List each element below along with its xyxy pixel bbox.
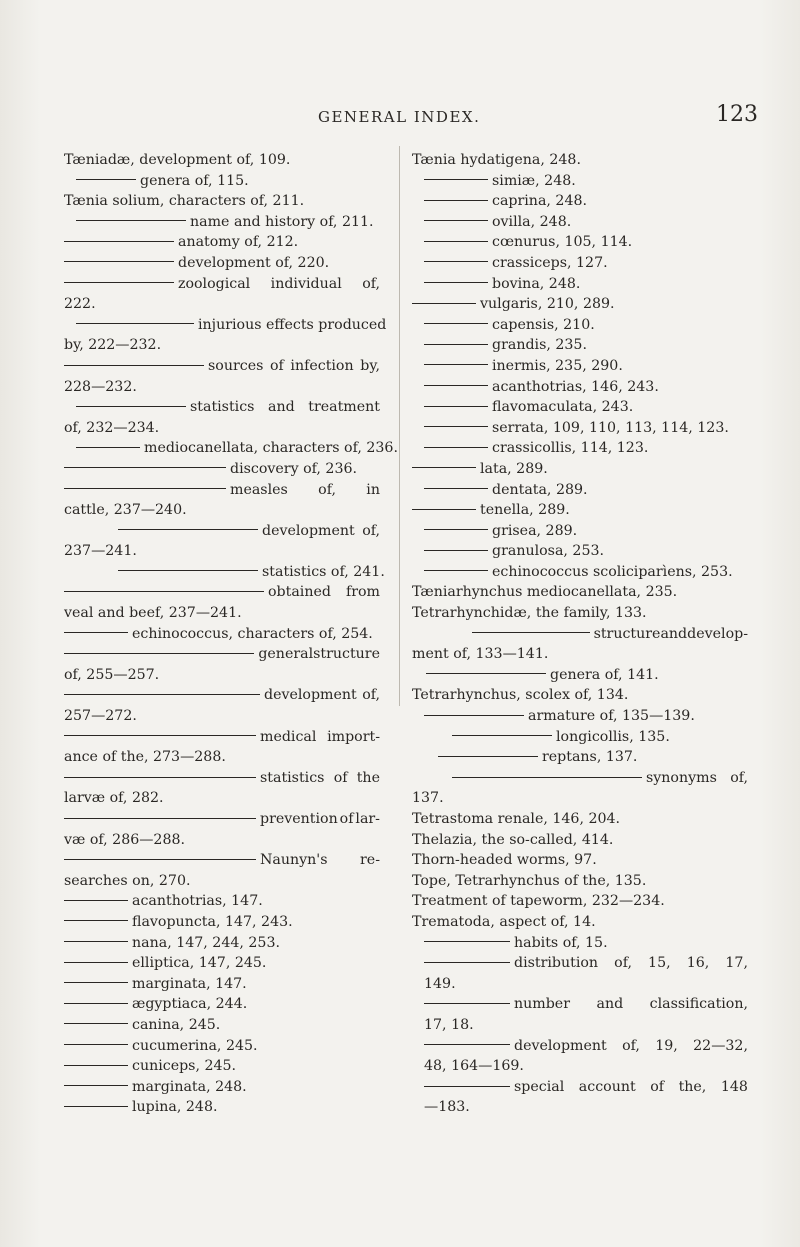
index-entry — [64, 727, 380, 748]
index-entry — [412, 768, 748, 789]
entry-text: sources of infection by, — [208, 357, 380, 374]
ditto-rule — [64, 1003, 128, 1004]
entry-text: longicollis, 135. — [556, 728, 670, 745]
index-entry — [64, 933, 380, 954]
ditto-rule — [452, 735, 552, 736]
ditto-rule — [76, 179, 136, 180]
entry-text: number and classification, — [514, 996, 748, 1013]
ditto-rule — [64, 1023, 128, 1024]
index-entry — [412, 582, 748, 603]
index-entry — [64, 685, 380, 706]
entry-text: of, 255—257. — [64, 666, 160, 683]
ditto-rule — [438, 756, 538, 757]
index-entry — [412, 171, 748, 192]
entry-text: genera of, 141. — [550, 666, 659, 683]
entry-text: Naunyn's re- — [260, 852, 380, 869]
entry-text: simiæ, 248. — [492, 172, 576, 189]
entry-text: veal and beef, 237—241. — [64, 605, 242, 622]
index-entry — [64, 500, 380, 521]
entry-text: serrata, 109, 110, 113, 114, 123. — [492, 419, 729, 436]
index-entry — [64, 438, 398, 459]
index-entry — [412, 933, 748, 954]
index-entry — [412, 994, 748, 1015]
entry-text: Tetrarhynchus, scolex of, 134. — [412, 687, 629, 704]
index-entry — [412, 294, 748, 315]
entry-text: cœnurus, 105, 114. — [492, 234, 633, 251]
index-entry — [64, 1097, 380, 1118]
entry-text: capensis, 210. — [492, 316, 595, 333]
entry-text: Tæniadæ, development of, 109. — [64, 152, 291, 168]
ditto-rule — [424, 1044, 510, 1045]
entry-text: discovery of, 236. — [230, 460, 358, 477]
entry-text: bovina, 248. — [492, 275, 581, 292]
entry-text: special account of the, 148 — [514, 1078, 748, 1095]
index-entry — [64, 788, 380, 809]
index-entry — [412, 891, 748, 912]
index-entry — [412, 871, 748, 892]
index-entry — [412, 850, 748, 871]
ditto-rule — [424, 200, 488, 201]
index-entry — [64, 232, 380, 253]
index-entry — [64, 603, 380, 624]
entry-text: genera of, 115. — [140, 172, 249, 189]
entry-text: name and history of, 211. — [190, 213, 374, 230]
entry-text: injurious effects produced — [198, 316, 387, 333]
ditto-rule — [424, 962, 510, 963]
ditto-rule — [424, 344, 488, 345]
index-entry — [64, 418, 380, 439]
index-entry — [412, 459, 748, 480]
ditto-rule — [424, 570, 488, 571]
entry-text: acanthotrias, 146, 243. — [492, 378, 659, 395]
ditto-rule — [64, 261, 174, 262]
entry-text: development of, — [262, 522, 380, 539]
ditto-rule — [64, 467, 226, 468]
ditto-rule — [64, 1044, 128, 1045]
entry-text: nana, 147, 244, 253. — [132, 934, 280, 951]
entry-text: structure and develop- — [593, 625, 748, 642]
index-entry — [412, 377, 748, 398]
entry-text: væ of, 286—288. — [64, 831, 186, 848]
ditto-rule — [64, 488, 226, 489]
entry-text: lupina, 248. — [132, 1099, 218, 1116]
entry-text: ægyptiaca, 244. — [132, 996, 248, 1013]
ditto-rule — [64, 818, 256, 819]
index-entry — [412, 315, 748, 336]
index-entry — [412, 212, 748, 233]
ditto-rule — [424, 406, 488, 407]
ditto-rule — [64, 900, 128, 901]
entry-text: marginata, 248. — [132, 1078, 247, 1095]
entry-text: 257—272. — [64, 708, 137, 725]
index-entry — [64, 294, 380, 315]
entry-text: obtained from — [268, 584, 380, 601]
entry-text: development of, — [264, 687, 380, 704]
entry-text: statistics of the — [260, 769, 380, 786]
index-entry — [412, 809, 748, 830]
entry-text: ovilla, 248. — [492, 213, 572, 230]
entry-text: crassiceps, 127. — [492, 254, 608, 271]
entry-text: development of, 19, 22—32, — [514, 1037, 748, 1054]
index-entry — [64, 768, 380, 789]
ditto-rule — [424, 179, 488, 180]
entry-text: ance of the, 273—288. — [64, 749, 226, 766]
entry-text: Tetrarhynchidæ, the family, 133. — [412, 605, 647, 622]
index-entry — [64, 212, 380, 233]
page-number: 123 — [716, 102, 758, 127]
ditto-rule — [64, 241, 174, 242]
entry-text: Treatment of tapeworm, 232—234. — [412, 893, 665, 910]
index-entry — [64, 274, 380, 295]
index-entry — [64, 850, 380, 871]
index-entry — [64, 871, 380, 892]
index-entry — [412, 500, 748, 521]
entry-text: crassicollis, 114, 123. — [492, 440, 649, 457]
index-entry — [412, 562, 748, 583]
ditto-rule — [64, 777, 256, 778]
entry-text: prevention of lar- — [260, 811, 380, 827]
entry-text: statistics of, 241. — [262, 563, 385, 580]
entry-text: 149. — [424, 975, 456, 992]
entry-text: granulosa, 253. — [492, 543, 605, 560]
entry-text: cattle, 237—240. — [64, 502, 187, 519]
entry-text: medical import- — [260, 728, 380, 745]
index-entry — [412, 685, 748, 706]
index-entry — [412, 953, 748, 974]
index-entry — [64, 830, 380, 851]
entry-text: lata, 289. — [480, 460, 548, 477]
entry-text: 48, 164—169. — [424, 1058, 524, 1075]
index-entry — [64, 562, 385, 583]
index-entry — [64, 582, 380, 603]
index-entry — [64, 150, 380, 171]
entry-text: echinococcus scoliciparìens, 253. — [492, 563, 733, 580]
index-entry — [412, 438, 748, 459]
index-entry — [412, 480, 748, 501]
entry-text: reptans, 137. — [542, 749, 638, 766]
page-header — [0, 102, 800, 132]
entry-text: cucumerina, 245. — [132, 1037, 258, 1054]
entry-text: flavomaculata, 243. — [492, 399, 634, 416]
index-entry — [412, 232, 748, 253]
index-entry — [412, 974, 748, 995]
entry-text: 237—241. — [64, 543, 137, 560]
index-entry — [64, 191, 380, 212]
entry-text: Trematoda, aspect of, 14. — [412, 913, 596, 930]
ditto-rule — [424, 488, 488, 489]
ditto-rule — [424, 385, 488, 386]
index-entry — [64, 1056, 380, 1077]
index-entry — [64, 644, 380, 665]
index-entry — [64, 253, 380, 274]
entry-text: 137. — [412, 790, 444, 807]
index-entry — [412, 274, 748, 295]
index-entry — [64, 315, 387, 336]
entry-text: zoological individual of, — [178, 275, 380, 292]
index-entry — [64, 747, 380, 768]
ditto-rule — [424, 550, 488, 551]
entry-text: development of, 220. — [178, 254, 330, 271]
ditto-rule — [424, 941, 510, 942]
index-entry — [412, 541, 748, 562]
ditto-rule — [64, 859, 256, 860]
index-entry — [412, 253, 748, 274]
ditto-rule — [76, 447, 140, 448]
ditto-rule — [424, 364, 488, 365]
column-divider — [399, 146, 400, 706]
index-entry — [64, 480, 380, 501]
ditto-rule — [412, 509, 476, 510]
entry-text: dentata, 289. — [492, 481, 588, 498]
ditto-rule — [424, 323, 488, 324]
index-entry — [64, 912, 380, 933]
ditto-rule — [424, 715, 524, 716]
ditto-rule — [472, 632, 590, 633]
ditto-rule — [64, 632, 128, 633]
ditto-rule — [426, 673, 546, 674]
ditto-rule — [64, 1106, 128, 1107]
ditto-rule — [76, 406, 186, 407]
entry-text: of, 232—234. — [64, 419, 160, 436]
ditto-rule — [412, 303, 476, 304]
index-entry — [64, 377, 380, 398]
index-entry — [412, 1015, 748, 1036]
entry-text: —183. — [424, 1099, 470, 1116]
index-entry — [64, 356, 380, 377]
entry-text: armature of, 135—139. — [528, 708, 695, 725]
entry-text: tenella, 289. — [480, 502, 570, 519]
index-entry — [64, 809, 380, 830]
index-entry — [412, 521, 748, 542]
ditto-rule — [64, 365, 204, 366]
entry-text: distribution of, 15, 16, 17, — [514, 955, 748, 972]
entry-text: echinococcus, characters of, 254. — [132, 625, 373, 642]
entry-text: synonyms of, — [646, 769, 748, 786]
ditto-rule — [76, 323, 194, 324]
entry-text: measles of, in — [230, 481, 380, 498]
entry-text: habits of, 15. — [514, 934, 608, 951]
entry-text: Thorn-headed worms, 97. — [412, 852, 597, 869]
ditto-rule — [424, 447, 488, 448]
entry-text: grandis, 235. — [492, 337, 587, 354]
entry-text: by, 222—232. — [64, 337, 162, 354]
index-entry — [412, 624, 748, 645]
ditto-rule — [118, 570, 258, 571]
entry-text: Tetrastoma renale, 146, 204. — [412, 811, 621, 827]
entry-text: Tæniarhynchus mediocanellata, 235. — [412, 584, 678, 601]
ditto-rule — [64, 1085, 128, 1086]
entry-text: acanthotrias, 147. — [132, 893, 263, 910]
index-entry — [412, 644, 748, 665]
ditto-rule — [424, 220, 488, 221]
entry-text: mediocanellata, characters of, 236. — [144, 440, 398, 457]
index-entry — [412, 727, 748, 748]
entry-text: inermis, 235, 290. — [492, 357, 623, 374]
index-entry — [412, 665, 748, 686]
index-entry — [412, 706, 748, 727]
index-entry — [64, 397, 380, 418]
entry-text: flavopuncta, 147, 243. — [132, 913, 293, 930]
ditto-rule — [64, 591, 264, 592]
ditto-rule — [412, 467, 476, 468]
index-entry — [64, 1036, 380, 1057]
ditto-rule — [64, 941, 128, 942]
index-entry — [64, 665, 380, 686]
index-entry — [64, 953, 380, 974]
index-entry — [412, 830, 748, 851]
entry-text: statistics and treatment — [190, 399, 380, 416]
ditto-rule — [424, 282, 488, 283]
index-entry — [64, 994, 380, 1015]
ditto-rule — [424, 241, 488, 242]
ditto-rule — [76, 220, 186, 221]
ditto-rule — [424, 529, 488, 530]
index-entry — [412, 747, 748, 768]
entry-text: canina, 245. — [132, 1016, 221, 1033]
entry-text: Tope, Tetrarhynchus of the, 135. — [412, 872, 647, 889]
index-entry — [64, 624, 380, 645]
ditto-rule — [452, 777, 642, 778]
index-entry — [64, 1077, 380, 1098]
entry-text: ment of, 133—141. — [412, 646, 549, 663]
index-entry — [412, 788, 748, 809]
entry-text: 17, 18. — [424, 1016, 474, 1033]
ditto-rule — [424, 1003, 510, 1004]
entry-text: cuniceps, 245. — [132, 1058, 237, 1075]
running-title: GENERAL INDEX. — [318, 108, 481, 126]
entry-text: Tænia hydatigena, 248. — [412, 152, 581, 168]
entry-text: 228—232. — [64, 378, 137, 395]
index-entry — [412, 356, 748, 377]
ditto-rule — [424, 261, 488, 262]
right-column — [412, 150, 748, 1118]
entry-text: searches on, 270. — [64, 872, 191, 889]
index-entry — [412, 150, 748, 171]
entry-text: caprina, 248. — [492, 193, 588, 210]
ditto-rule — [64, 962, 128, 963]
index-entry — [412, 335, 748, 356]
index-entry — [412, 1097, 748, 1118]
ditto-rule — [118, 529, 258, 530]
ditto-rule — [64, 282, 174, 283]
index-entry — [64, 459, 380, 480]
entry-text: marginata, 147. — [132, 975, 247, 992]
index-entry — [412, 191, 748, 212]
ditto-rule — [64, 653, 254, 654]
index-entry — [64, 171, 380, 192]
ditto-rule — [424, 1086, 510, 1087]
entry-text: elliptica, 147, 245. — [132, 955, 267, 972]
entry-text: anatomy of, 212. — [178, 234, 299, 251]
index-entry — [64, 521, 380, 542]
index-entry — [412, 603, 748, 624]
ditto-rule — [64, 735, 256, 736]
index-entry — [412, 1077, 748, 1098]
index-entry — [64, 1015, 380, 1036]
ditto-rule — [424, 426, 488, 427]
index-entry — [64, 974, 380, 995]
ditto-rule — [64, 982, 128, 983]
entry-text: grisea, 289. — [492, 522, 578, 539]
index-entry — [412, 1056, 748, 1077]
entry-text: larvæ of, 282. — [64, 790, 164, 807]
index-entry — [412, 418, 748, 439]
entry-text: vulgaris, 210, 289. — [480, 296, 615, 313]
index-entry — [64, 706, 380, 727]
index-entry — [64, 541, 380, 562]
left-column — [64, 150, 398, 1118]
entry-text: general structure — [258, 646, 380, 663]
index-entry — [412, 397, 748, 418]
index-entry — [412, 912, 748, 933]
entry-text: Thelazia, the so-called, 414. — [412, 831, 614, 848]
ditto-rule — [64, 920, 128, 921]
entry-text: Tænia solium, characters of, 211. — [64, 193, 305, 210]
ditto-rule — [64, 1065, 128, 1066]
entry-text: 222. — [64, 296, 96, 313]
index-entry — [412, 1036, 748, 1057]
index-entry — [64, 891, 380, 912]
index-entry — [64, 335, 380, 356]
ditto-rule — [64, 694, 260, 695]
